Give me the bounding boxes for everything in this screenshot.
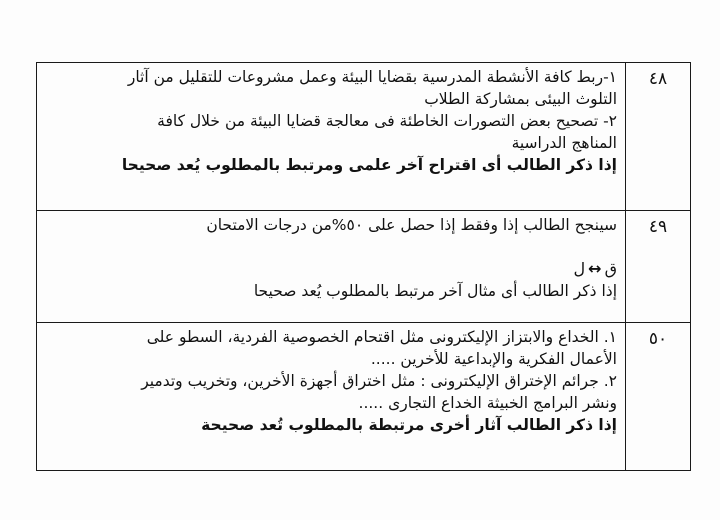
answer-line: التلوث البيئى بمشاركة الطلاب <box>424 90 617 108</box>
biconditional-arrow-icon: ↔ <box>588 259 602 278</box>
answer-line: ٢- تصحيح بعض التصورات الخاطئة فى معالجة قضايا البيئة من خلال كافة <box>157 112 617 130</box>
answer-table <box>36 62 691 471</box>
grading-note: إذا ذكر الطالب أى مثال آخر مرتبط بالمطلوب يُعد صحيحا <box>253 282 617 300</box>
answer-cell <box>37 211 626 323</box>
answer-line: ١-ربط كافة الأنشطة المدرسية بقضايا البيئة وعمل مشروعات للتقليل من آثار <box>127 68 617 86</box>
answer-line: ٢. جرائم الإختراق الإليكترونى : مثل اختراق أجهزة الأخرين، وتخريب وتدمير <box>141 372 617 390</box>
question-number: ٥٠ <box>626 323 691 471</box>
answer-cell <box>37 323 626 471</box>
question-number: ٤٩ <box>626 211 691 323</box>
grading-note: إذا ذكر الطالب آثار أخرى مرتبطة بالمطلوب تُعد صحيحة <box>201 416 617 434</box>
table-row-49 <box>37 211 691 323</box>
table-row-48 <box>37 63 691 211</box>
answer-line: الأعمال الفكرية والإبداعية للأخرين ..... <box>370 350 617 368</box>
answer-line: ونشر البرامج الخبيثة الخداع التجارى ..... <box>358 394 617 412</box>
answer-cell <box>37 63 626 211</box>
answer-line: ١. الخداع والابتزاز الإليكترونى مثل اقتحام الخصوصية الفردية، السطو على <box>146 328 617 346</box>
question-number: ٤٨ <box>626 63 691 211</box>
table-row-50 <box>37 323 691 471</box>
answer-line: سينجح الطالب إذا وفقط إذا حصل على ٥٠%من درجات الامتحان <box>206 216 617 234</box>
logic-expression <box>47 258 617 280</box>
symbol-q: ق <box>604 259 617 278</box>
answer-line: المناهج الدراسية <box>511 134 617 152</box>
blank-space <box>47 236 617 258</box>
symbol-l: ل <box>573 259 586 278</box>
grading-note: إذا ذكر الطالب أى اقتراح آخر علمى ومرتبط بالمطلوب يُعد صحيحا <box>121 156 617 174</box>
